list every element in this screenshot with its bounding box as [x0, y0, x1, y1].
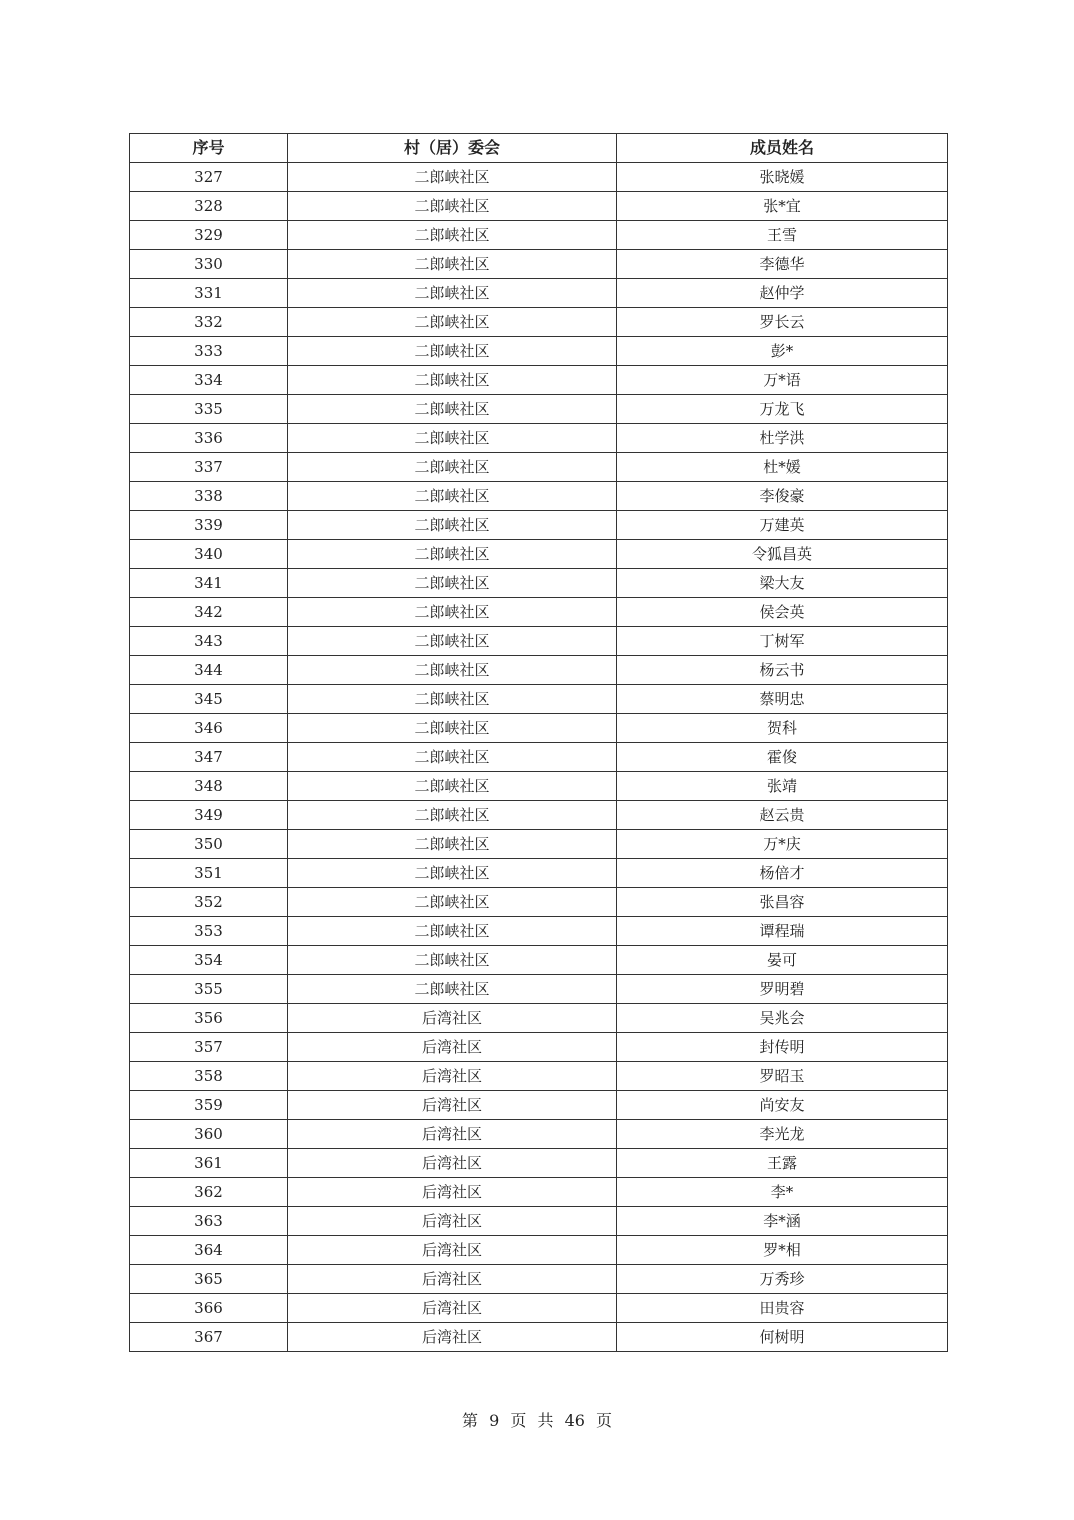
- row-member-name: 梁大友: [617, 569, 948, 598]
- table-row: [130, 337, 948, 366]
- row-member-name: 赵云贵: [617, 801, 948, 830]
- row-committee: 二郎峡社区: [288, 772, 617, 801]
- row-committee: 二郎峡社区: [288, 192, 617, 221]
- row-committee: 后湾社区: [288, 1323, 617, 1352]
- row-member-name: 令狐昌英: [617, 540, 948, 569]
- header-index: 序号: [130, 134, 288, 163]
- table-row: [130, 163, 948, 192]
- table-row: [130, 917, 948, 946]
- row-index: 328: [130, 192, 288, 221]
- table-row: [130, 859, 948, 888]
- row-index: 352: [130, 888, 288, 917]
- table-row: [130, 1120, 948, 1149]
- row-index: 327: [130, 163, 288, 192]
- table-row: [130, 888, 948, 917]
- table-row: [130, 1236, 948, 1265]
- row-committee: 二郎峡社区: [288, 888, 617, 917]
- row-member-name: 罗长云: [617, 308, 948, 337]
- table-row: [130, 1265, 948, 1294]
- row-committee: 后湾社区: [288, 1178, 617, 1207]
- row-member-name: 霍俊: [617, 743, 948, 772]
- row-index: 349: [130, 801, 288, 830]
- row-committee: 二郎峡社区: [288, 424, 617, 453]
- row-member-name: 田贵容: [617, 1294, 948, 1323]
- table-row: [130, 540, 948, 569]
- table-row: [130, 366, 948, 395]
- header-committee: 村（居）委会: [288, 134, 617, 163]
- row-committee: 后湾社区: [288, 1236, 617, 1265]
- table-row: [130, 714, 948, 743]
- row-index: 339: [130, 511, 288, 540]
- table-row: [130, 1149, 948, 1178]
- row-index: 364: [130, 1236, 288, 1265]
- page-footer: [0, 1408, 1074, 1431]
- row-index: 337: [130, 453, 288, 482]
- row-member-name: 李俊豪: [617, 482, 948, 511]
- row-index: 332: [130, 308, 288, 337]
- row-committee: 二郎峡社区: [288, 453, 617, 482]
- row-committee: 二郎峡社区: [288, 250, 617, 279]
- row-member-name: 吴兆会: [617, 1004, 948, 1033]
- table-row: [130, 1004, 948, 1033]
- row-index: 366: [130, 1294, 288, 1323]
- table-row: [130, 830, 948, 859]
- row-committee: 二郎峡社区: [288, 569, 617, 598]
- row-member-name: 万龙飞: [617, 395, 948, 424]
- row-committee: 二郎峡社区: [288, 801, 617, 830]
- table-row: [130, 221, 948, 250]
- row-index: 340: [130, 540, 288, 569]
- row-member-name: 晏可: [617, 946, 948, 975]
- row-member-name: 罗昭玉: [617, 1062, 948, 1091]
- table-row: [130, 656, 948, 685]
- row-member-name: 李*涵: [617, 1207, 948, 1236]
- row-committee: 二郎峡社区: [288, 946, 617, 975]
- header-member-name: 成员姓名: [617, 134, 948, 163]
- footer-page-total: 46: [564, 1411, 585, 1430]
- row-committee: 二郎峡社区: [288, 714, 617, 743]
- row-index: 344: [130, 656, 288, 685]
- table-row: [130, 424, 948, 453]
- row-committee: 二郎峡社区: [288, 366, 617, 395]
- row-member-name: 侯会英: [617, 598, 948, 627]
- row-member-name: 罗*相: [617, 1236, 948, 1265]
- row-member-name: 封传明: [617, 1033, 948, 1062]
- table-row: [130, 946, 948, 975]
- table-row: [130, 1091, 948, 1120]
- row-index: 348: [130, 772, 288, 801]
- row-committee: 后湾社区: [288, 1207, 617, 1236]
- row-committee: 二郎峡社区: [288, 540, 617, 569]
- row-committee: 二郎峡社区: [288, 163, 617, 192]
- footer-total-label: 页: [596, 1411, 613, 1430]
- row-index: 335: [130, 395, 288, 424]
- row-committee: 二郎峡社区: [288, 917, 617, 946]
- row-committee: 二郎峡社区: [288, 656, 617, 685]
- table-row: [130, 1178, 948, 1207]
- row-member-name: 杜*媛: [617, 453, 948, 482]
- row-index: 362: [130, 1178, 288, 1207]
- row-member-name: 万*语: [617, 366, 948, 395]
- row-committee: 后湾社区: [288, 1033, 617, 1062]
- row-member-name: 何树明: [617, 1323, 948, 1352]
- row-index: 338: [130, 482, 288, 511]
- row-index: 333: [130, 337, 288, 366]
- table-row: [130, 975, 948, 1004]
- table-row: [130, 1033, 948, 1062]
- row-member-name: 杜学洪: [617, 424, 948, 453]
- row-index: 345: [130, 685, 288, 714]
- row-member-name: 万建英: [617, 511, 948, 540]
- row-member-name: 张靖: [617, 772, 948, 801]
- row-committee: 二郎峡社区: [288, 859, 617, 888]
- row-member-name: 李*: [617, 1178, 948, 1207]
- row-index: 360: [130, 1120, 288, 1149]
- row-index: 334: [130, 366, 288, 395]
- row-index: 365: [130, 1265, 288, 1294]
- row-committee: 后湾社区: [288, 1149, 617, 1178]
- row-committee: 后湾社区: [288, 1120, 617, 1149]
- row-committee: 二郎峡社区: [288, 279, 617, 308]
- row-member-name: 蔡明忠: [617, 685, 948, 714]
- row-index: 341: [130, 569, 288, 598]
- row-index: 356: [130, 1004, 288, 1033]
- row-committee: 后湾社区: [288, 1294, 617, 1323]
- table-row: [130, 743, 948, 772]
- row-index: 354: [130, 946, 288, 975]
- row-index: 330: [130, 250, 288, 279]
- row-index: 329: [130, 221, 288, 250]
- table-row: [130, 772, 948, 801]
- row-committee: 二郎峡社区: [288, 975, 617, 1004]
- row-member-name: 彭*: [617, 337, 948, 366]
- row-committee: 二郎峡社区: [288, 308, 617, 337]
- row-index: 351: [130, 859, 288, 888]
- table-row: [130, 801, 948, 830]
- row-committee: 二郎峡社区: [288, 511, 617, 540]
- member-table: [129, 133, 948, 1352]
- row-index: 353: [130, 917, 288, 946]
- table-row: [130, 308, 948, 337]
- row-committee: 二郎峡社区: [288, 221, 617, 250]
- row-committee: 二郎峡社区: [288, 482, 617, 511]
- table-row: [130, 453, 948, 482]
- table-row: [130, 1207, 948, 1236]
- row-committee: 二郎峡社区: [288, 830, 617, 859]
- row-member-name: 李光龙: [617, 1120, 948, 1149]
- row-index: 355: [130, 975, 288, 1004]
- table-header-row: [130, 134, 948, 163]
- footer-page-current: 9: [489, 1411, 500, 1430]
- row-index: 361: [130, 1149, 288, 1178]
- table-row: [130, 1062, 948, 1091]
- row-index: 342: [130, 598, 288, 627]
- row-member-name: 赵仲学: [617, 279, 948, 308]
- row-member-name: 张*宜: [617, 192, 948, 221]
- row-member-name: 王雪: [617, 221, 948, 250]
- table-row: [130, 250, 948, 279]
- row-member-name: 尚安友: [617, 1091, 948, 1120]
- row-member-name: 王露: [617, 1149, 948, 1178]
- row-index: 346: [130, 714, 288, 743]
- table-row: [130, 395, 948, 424]
- table-row: [130, 482, 948, 511]
- row-index: 343: [130, 627, 288, 656]
- row-index: 336: [130, 424, 288, 453]
- row-member-name: 李德华: [617, 250, 948, 279]
- row-member-name: 张昌容: [617, 888, 948, 917]
- table-row: [130, 511, 948, 540]
- row-member-name: 杨云书: [617, 656, 948, 685]
- row-committee: 二郎峡社区: [288, 598, 617, 627]
- footer-page-label: 页: [510, 1411, 527, 1430]
- row-index: 357: [130, 1033, 288, 1062]
- row-committee: 二郎峡社区: [288, 685, 617, 714]
- row-member-name: 罗明碧: [617, 975, 948, 1004]
- row-member-name: 杨倍才: [617, 859, 948, 888]
- row-committee: 后湾社区: [288, 1062, 617, 1091]
- table-row: [130, 279, 948, 308]
- table-row: [130, 1294, 948, 1323]
- table-row: [130, 569, 948, 598]
- row-committee: 二郎峡社区: [288, 743, 617, 772]
- row-member-name: 张晓媛: [617, 163, 948, 192]
- row-member-name: 万秀珍: [617, 1265, 948, 1294]
- row-member-name: 万*庆: [617, 830, 948, 859]
- row-committee: 后湾社区: [288, 1091, 617, 1120]
- row-member-name: 谭程瑞: [617, 917, 948, 946]
- row-committee: 二郎峡社区: [288, 395, 617, 424]
- table-row: [130, 1323, 948, 1352]
- row-index: 367: [130, 1323, 288, 1352]
- table-row: [130, 627, 948, 656]
- row-member-name: 丁树军: [617, 627, 948, 656]
- row-index: 331: [130, 279, 288, 308]
- row-index: 350: [130, 830, 288, 859]
- row-index: 358: [130, 1062, 288, 1091]
- row-committee: 二郎峡社区: [288, 337, 617, 366]
- table-row: [130, 685, 948, 714]
- member-table-container: [129, 133, 946, 1352]
- table-row: [130, 192, 948, 221]
- row-index: 359: [130, 1091, 288, 1120]
- table-row: [130, 598, 948, 627]
- row-committee: 后湾社区: [288, 1004, 617, 1033]
- row-committee: 二郎峡社区: [288, 627, 617, 656]
- footer-total-prefix: 共: [537, 1411, 554, 1430]
- row-member-name: 贺科: [617, 714, 948, 743]
- row-index: 363: [130, 1207, 288, 1236]
- footer-page-prefix: 第: [461, 1411, 478, 1430]
- row-index: 347: [130, 743, 288, 772]
- table-body: [130, 163, 948, 1352]
- row-committee: 后湾社区: [288, 1265, 617, 1294]
